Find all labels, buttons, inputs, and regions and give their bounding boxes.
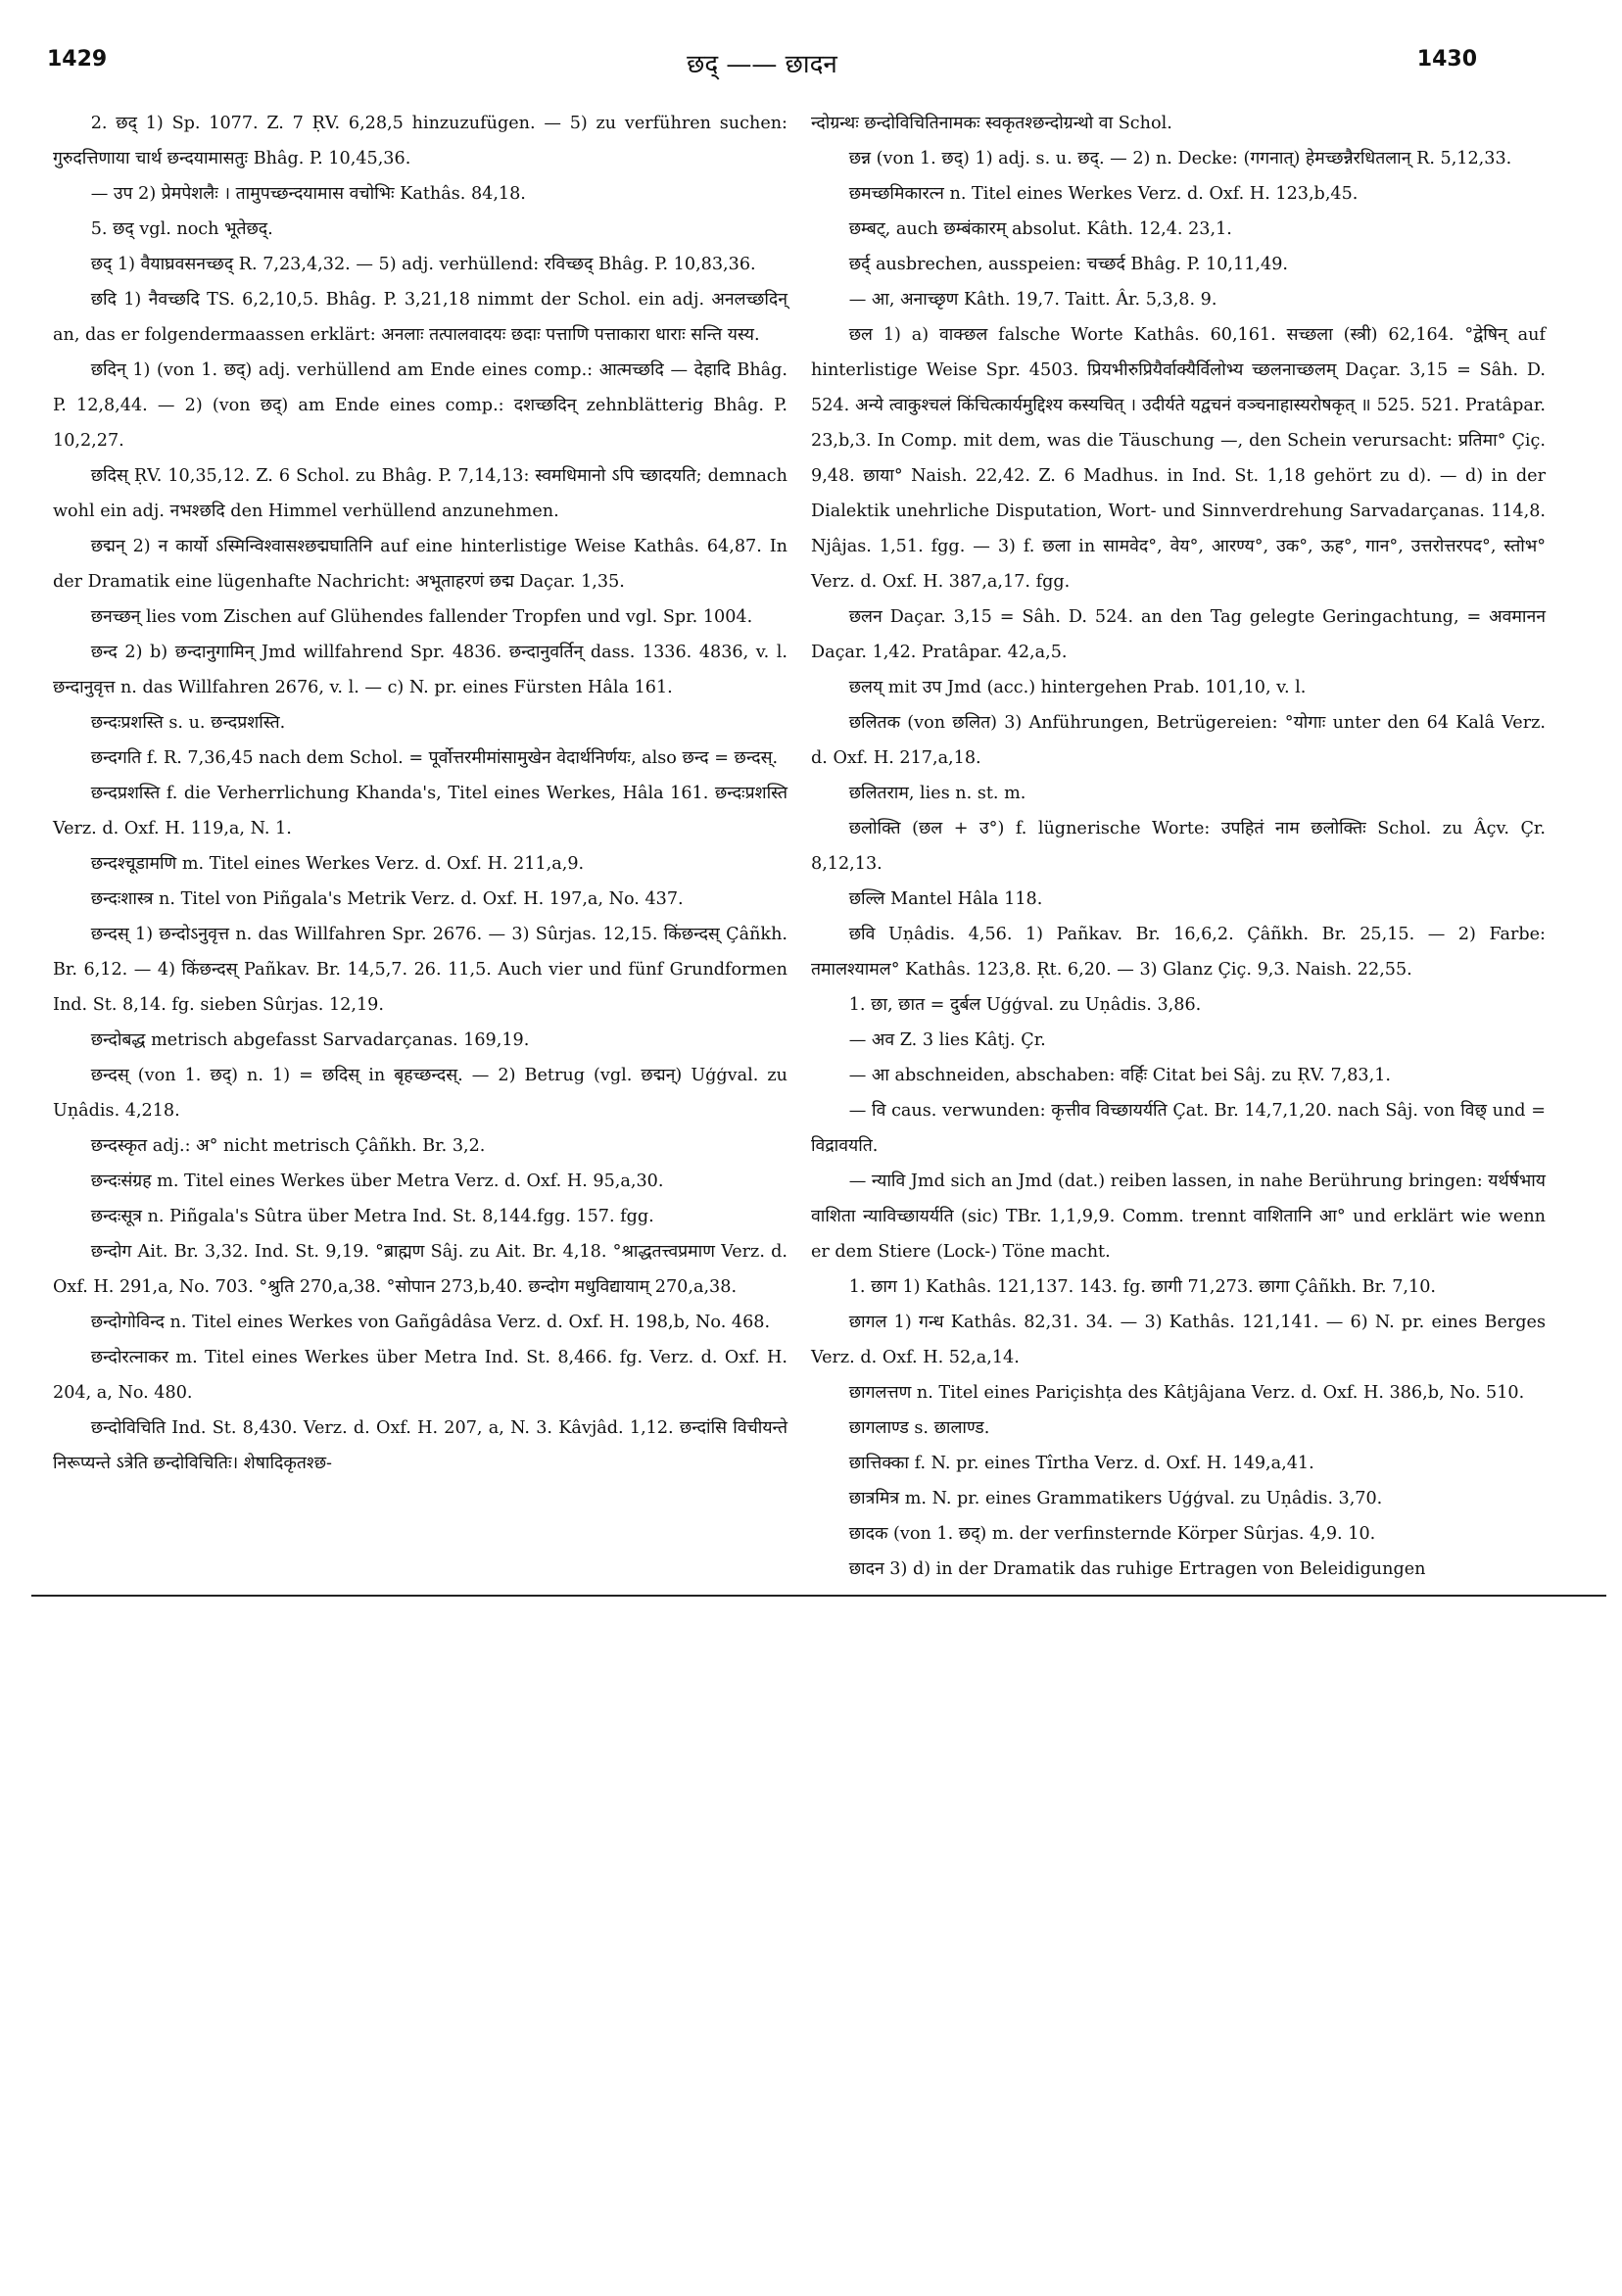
dictionary-entry: — उप 2) प्रेमपेशलैः । तामुपच्छन्दयामास वचोभिः Kathâs. 84,18. — [90, 184, 526, 204]
dictionary-entry: छादक (von 1. छद्) m. der verfinsternde Körper Sûrjas. 4,9. 10. — [848, 1524, 1376, 1544]
dictionary-entry: छन्दःशास्त्र n. Titel von Piñgala's Metrik Verz. d. Oxf. H. 197,a, No. 437. — [90, 889, 684, 909]
dictionary-entry: — न्यावि Jmd sich an Jmd (dat.) reiben lassen, in nahe Berührung bringen: यर्थर्षभाय वाशिता न्याविच्छायर्यति (sic) TBr. 1,1,9,9. Comm. trennt वाशितानि आ° und erklärt wie wenn er dem Stiere (Lock-) Töne macht. — [811, 1172, 1546, 1262]
dictionary-entry: छात्रमित्र m. N. pr. eines Grammatikers Uģģval. zu Uṇâdis. 3,70. — [848, 1489, 1383, 1508]
dictionary-entry: छन्दोगोविन्द n. Titel eines Werkes von Gañgâdâsa Verz. d. Oxf. H. 198,b, No. 468. — [90, 1313, 771, 1332]
dictionary-entry: छात्तिक्का f. N. pr. eines Tîrtha Verz. d. Oxf. H. 149,a,41. — [848, 1454, 1314, 1473]
dictionary-entry: छलन Daçar. 3,15 = Sâh. D. 524. an den Tag gelegte Geringachtung, = अवमानन Daçar. 1,42. Pratâpar. 42,a,5. — [811, 607, 1546, 662]
running-head: छद् —— छादन — [687, 50, 837, 79]
dictionary-entry: छर्द् ausbrechen, ausspeien: चच्छर्द Bhâg. P. 10,11,49. — [848, 255, 1288, 274]
dictionary-entry: छन्दप्रशस्ति f. die Verherrlichung Khanda's, Titel eines Werkes, Hâla 161. छन्दःप्रशस्ति Verz. d. Oxf. H. 119,a, N. 1. — [53, 784, 787, 838]
dictionary-entry: छन्दस्कृत adj.: अ° nicht metrisch Çâñkh. Br. 3,2. — [90, 1136, 486, 1156]
dictionary-entry: छादन 3) d) in der Dramatik das ruhige Ertragen von Beleidigungen — [848, 1559, 1426, 1579]
dictionary-entry: छलितराम, lies n. st. m. — [848, 784, 1026, 803]
dictionary-entry: — आ, अनाच्छृण Kâth. 19,7. Taitt. Âr. 5,3,8. 9. — [848, 290, 1217, 310]
dictionary-entry: छलय् mit उप Jmd (acc.) hintergehen Prab. 101,10, v. l. — [848, 678, 1307, 697]
page-header — [47, 47, 1477, 90]
dictionary-entry: छन्न (von 1. छद्) 1) adj. s. u. छद्. — 2) n. Decke: (गगनात्) हेमच्छन्नैरधितलान् R. 5,12,33. — [848, 149, 1512, 168]
page-number-right: 1430 — [1416, 47, 1477, 72]
dictionary-entry: छद् 1) वैयाघ्रवसनच्छद् R. 7,23,4,32. — 5) adj. verhüllend: रविच्छद् Bhâg. P. 10,83,36. — [90, 255, 756, 274]
dictionary-entry: छन्दोबद्ध metrisch abgefasst Sarvadarçanas. 169,19. — [90, 1030, 530, 1050]
dictionary-entry: छदिन् 1) (von 1. छद्) adj. verhüllend am Ende eines comp.: आत्मच्छदि — देहादि Bhâg. P. 12,8,44. — 2) (von छद्) am Ende eines comp.: दशच्छदिन् zehnblätterig Bhâg. P. 10,2,27. — [53, 360, 787, 451]
dictionary-entry: छल्लि Mantel Hâla 118. — [848, 889, 1043, 909]
dictionary-entry-continuation: न्दोग्रन्थः छन्दोविचितिनामकः स्वकृतश्छन्दोग्रन्थो वा Schol. — [811, 114, 1172, 133]
dictionary-entry: छन्दःसूत्र n. Piñgala's Sûtra über Metra Ind. St. 8,144.fgg. 157. fgg. — [90, 1207, 654, 1226]
dictionary-entry: छदि 1) नैवच्छदि TS. 6,2,10,5. Bhâg. P. 3,21,18 nimmt der Schol. ein adj. अनलच्छदिन् an, das er folgendermaassen erklärt: अनलाः तत्पालवादयः छदाः पत्ताणि पत्ताकारा धाराः सन्ति यस्य. — [53, 290, 787, 345]
dictionary-entry: छलोक्ति (छल + उ°) f. lügnerische Worte: उपहितं नाम छलोक्तिः Schol. zu Âçv. Çr. 8,12,13. — [811, 819, 1546, 874]
dictionary-entry: छनच्छन् lies vom Zischen auf Glühendes fallender Tropfen und vgl. Spr. 1004. — [90, 607, 753, 627]
dictionary-entry: 2. छद् 1) Sp. 1077. Z. 7 ṚV. 6,28,5 hinzuzufügen. — 5) zu verführen suchen: गुरुदत्तिणाया चार्थ छन्दयामासतुः Bhâg. P. 10,45,36. — [53, 114, 787, 168]
bottom-rule — [31, 1595, 1606, 1597]
dictionary-entry: छल 1) a) वाक्छल falsche Worte Kathâs. 60,161. सच्छला (स्त्री) 62,164. °द्वेषिन् auf hinterlistige Weise Spr. 4503. प्रियभीरुप्रियैर्वाक्यैर्विलोभ्य च्छलनाच्छलम् Daçar. 3,15 = Sâh. D. 524. अन्ये त्वाकुश्चलं किंचित्कार्यमुद्दिश्य कस्यचित् । उदीर्यते यद्वचनं वञ्चनाहास्यरोषकृत् ॥ 525. 521. Pratâpar. 23,b,3. In Comp. mit dem, was die Täuschung —, den Schein verursacht: प्रतिमा° Çiç. 9,48. छाया° Naish. 22,42. Z. 6 Madhus. in Ind. St. 1,18 gehört zu d). — d) in der Dialektik unehrliche Disputation, Wort- und Sinnverdrehung Sarvadarçanas. 114,8. Njâjas. 1,51. fgg. — 3) f. छला in सामवेद°, वेय°, आरण्य°, उक°, ऊह°, गान°, उत्तरोत्तरपद°, स्तोभ° Verz. d. Oxf. H. 387,a,17. fgg. — [811, 325, 1546, 592]
dictionary-entry: छन्दगति f. R. 7,36,45 nach dem Schol. = पूर्वोत्तरमीमांसामुखेन वेदार्थनिर्णयः, also छन्द = छन्दस्. — [90, 748, 779, 768]
left-column — [53, 106, 787, 1507]
dictionary-entry: छन्दोविचिति Ind. St. 8,430. Verz. d. Oxf. H. 207, a, N. 3. Kâvjâd. 1,12. छन्दांसि विचीयन्ते निरूप्यन्ते ऽत्रेति छन्दोविचितिः। शेषादिकृतश्छ- — [53, 1418, 787, 1473]
dictionary-entry: छागल 1) गन्ध Kathâs. 82,31. 34. — 3) Kathâs. 121,141. — 6) N. pr. eines Berges Verz. d. Oxf. H. 52,a,14. — [811, 1313, 1546, 1367]
dictionary-entry: छन्दश्चूडामणि m. Titel eines Werkes Verz. d. Oxf. H. 211,a,9. — [90, 854, 585, 874]
right-column — [811, 106, 1546, 1579]
page-number-left: 1429 — [47, 47, 108, 72]
dictionary-entry: छद्मन् 2) न कार्यो ऽस्मिन्विश्वासश्छद्मघातिनि auf eine hinterlistige Weise Kathâs. 64,87. In der Dramatik eine lügenhafte Nachricht: अभूताहरणं छद्म Daçar. 1,35. — [53, 537, 787, 592]
dictionary-entry: छमच्छमिकारत्न n. Titel eines Werkes Verz. d. Oxf. H. 123,b,45. — [848, 184, 1359, 204]
dictionary-entry: छन्दःसंग्रह m. Titel eines Werkes über Metra Verz. d. Oxf. H. 95,a,30. — [90, 1172, 664, 1191]
dictionary-entry: छन्द 2) b) छन्दानुगामिन् Jmd willfahrend Spr. 4836. छन्दानुवर्तिन् dass. 1336. 4836, v. l. छन्दानुवृत्त n. das Willfahren 2676, v. l. — c) N. pr. eines Fürsten Hâla 161. — [53, 643, 787, 697]
dictionary-entry: छन्दस् (von 1. छद्) n. 1) = छदिस् in बृहच्छन्दस्. — 2) Betrug (vgl. छद्मन्) Uģģval. zu Uṇâdis. 4,218. — [53, 1066, 787, 1121]
dictionary-entry: छम्बट्, auch छम्बंकारम् absolut. Kâth. 12,4. 23,1. — [848, 219, 1232, 239]
dictionary-entry: छन्दस् 1) छन्दोऽनुवृत्त n. das Willfahren Spr. 2676. — 3) Sûrjas. 12,15. किंछन्दस् Çâñkh. Br. 6,12. — 4) किंछन्दस् Pañkav. Br. 14,5,7. 26. 11,5. Auch vier und fünf Grundformen Ind. St. 8,14. fg. sieben Sûrjas. 12,19. — [53, 925, 787, 1015]
dictionary-entry: छवि Uṇâdis. 4,56. 1) Pañkav. Br. 16,6,2. Çâñkh. Br. 25,15. — 2) Farbe: तमालश्यामल° Kathâs. 123,8. Ṛt. 6,20. — 3) Glanz Çiç. 9,3. Naish. 22,55. — [811, 925, 1546, 980]
dictionary-entry: छन्दोग Ait. Br. 3,32. Ind. St. 9,19. °ब्राह्मण Sâj. zu Ait. Br. 4,18. °श्राद्धतत्त्वप्रमाण Verz. d. Oxf. H. 291,a, No. 703. °श्रुति 270,a,38. °सोपान 273,b,40. छन्दोग मधुविद्यायाम् 270,a,38. — [53, 1242, 787, 1297]
dictionary-entry: 5. छद् vgl. noch भूतेछद्. — [90, 219, 273, 239]
dictionary-entry: छन्दःप्रशस्ति s. u. छन्दप्रशस्ति. — [90, 713, 286, 733]
dictionary-entry: 1. छाग 1) Kathâs. 121,137. 143. fg. छागी 71,273. छागा Çâñkh. Br. 7,10. — [848, 1277, 1436, 1297]
dictionary-entry: छदिस् ṚV. 10,35,12. Z. 6 Schol. zu Bhâg. P. 7,14,13: स्वमधिमानो ऽपि च्छादयति; demnach wohl ein adj. नभश्छदि den Himmel verhüllend anzunehmen. — [53, 466, 787, 521]
dictionary-entry: छलितक (von छलित) 3) Anführungen, Betrügereien: °योगाः unter den 64 Kalâ Verz. d. Oxf. H. 217,a,18. — [811, 713, 1546, 768]
dictionary-entry: छागलाण्ड s. छालाण्ड. — [848, 1418, 990, 1438]
dictionary-entry: 1. छा, छात = दुर्बल Uģģval. zu Uṇâdis. 3,86. — [848, 995, 1202, 1015]
dictionary-entry: — अव Z. 3 lies Kâtj. Çr. — [848, 1030, 1046, 1050]
dictionary-entry: — वि caus. verwunden: कृत्तीव विच्छायर्यति Çat. Br. 14,7,1,20. nach Sâj. von विछ् und = विद्रावयति. — [811, 1101, 1546, 1156]
dictionary-entry: छागलत्तण n. Titel eines Pariçishṭa des Kâtjâjana Verz. d. Oxf. H. 386,b, No. 510. — [848, 1383, 1525, 1403]
dictionary-entry: — आ abschneiden, abschaben: वर्हिः Citat bei Sâj. zu ṚV. 7,83,1. — [848, 1066, 1392, 1085]
dictionary-entry: छन्दोरत्नाकर m. Titel eines Werkes über Metra Ind. St. 8,466. fg. Verz. d. Oxf. H. 204, a, No. 480. — [53, 1348, 787, 1403]
